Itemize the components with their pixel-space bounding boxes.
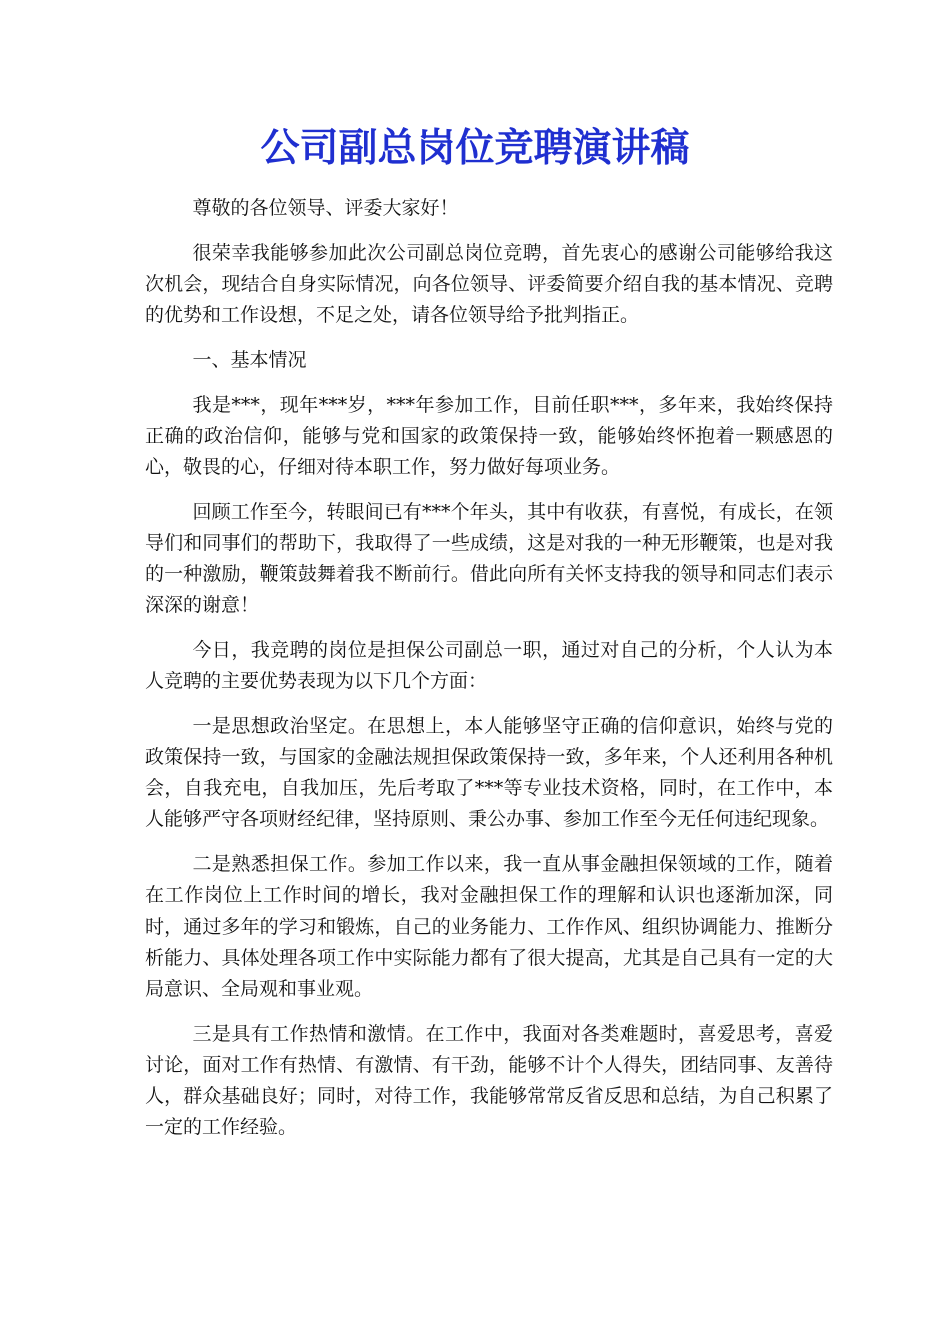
document-title: 公司副总岗位竞聘演讲稿 (260, 125, 690, 171)
section-heading-basic-info: 一、基本情况 (192, 348, 307, 371)
paragraph-greeting: 尊敬的各位领导、评委大家好！ (192, 197, 459, 219)
paragraph-intro: 很荣幸我能够参加此次公司副总岗位竞聘，首先衷心的感谢公司能够给我这次机会，现结合自身实际情况，向各位领导、评委简要介绍自我的基本情况、竞聘的优势和工作设想，不足之处，请各位领导给予批判指正。 (145, 241, 833, 327)
paragraph-basic-info: 我是***，现年***岁，***年参加工作，目前任职***，多年来，我始终保持正确的政治信仰，能够与党和国家的政策保持一致，能够始终怀抱着一颗感恩的心，敬畏的心，仔细对待本职工作，努力做好每项业务。 (145, 393, 833, 478)
paragraph-advantage-three: 三是具有工作热情和激情。在工作中，我面对各类难题时，喜爱思考，喜爱讨论，面对工作有热情、有激情、有干劲，能够不计个人得失，团结同事、友善待人，群众基础良好；同时，对待工作，我能够常常反省反思和总结，为自己积累了一定的工作经验。 (145, 1022, 833, 1139)
document-body (145, 193, 833, 1157)
paragraph-review: 回顾工作至今，转眼间已有***个年头，其中有收获，有喜悦，有成长，在领导们和同事们的帮助下，我取得了一些成绩，这是对我的一种无形鞭策，也是对我的一种激励，鞭策鼓舞着我不断前行。借此向所有关怀支持我的领导和同志们表示深深的谢意！ (145, 500, 833, 617)
paragraph-position: 今日，我竞聘的岗位是担保公司副总一职，通过对自己的分析，个人认为本人竞聘的主要优势表现为以下几个方面： (145, 638, 833, 693)
paragraph-advantage-two: 二是熟悉担保工作。参加工作以来，我一直从事金融担保领域的工作，随着在工作岗位上工作时间的增长，我对金融担保工作的理解和认识也逐渐加深，同时，通过多年的学习和锻炼，自己的业务能力、工作作风、组织协调能力、推断分析能力、具体处理各项工作中实际能力都有了很大提高，尤其是自己具有一定的大局意识、全局观和事业观。 (145, 853, 833, 1000)
paragraph-advantage-one: 一是思想政治坚定。在思想上，本人能够坚守正确的信仰意识，始终与党的政策保持一致，与国家的金融法规担保政策保持一致，多年来，个人还利用各种机会，自我充电，自我加压，先后考取了***等专业技术资格，同时，在工作中，本人能够严守各项财经纪律，坚持原则、秉公办事、参加工作至今无任何违纪现象。 (145, 714, 833, 831)
